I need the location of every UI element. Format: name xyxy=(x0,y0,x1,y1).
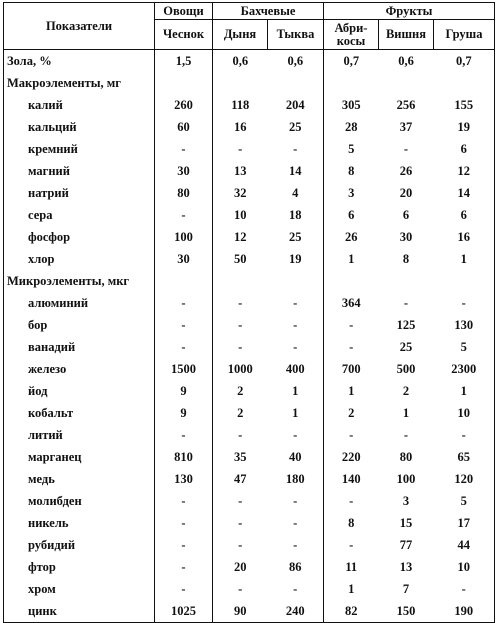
value-cell: 18 xyxy=(268,204,324,226)
value-cell: 15 xyxy=(399,515,413,530)
value-cell: - xyxy=(155,138,213,160)
table-row xyxy=(4,358,495,380)
value-cell: - xyxy=(155,424,213,446)
indicator-name: цинк xyxy=(4,600,155,623)
indicator-name: железо xyxy=(4,358,155,380)
value-cell: - xyxy=(238,581,243,596)
value-cell xyxy=(213,72,268,94)
value-cell: - xyxy=(155,556,213,578)
value-cell: - xyxy=(403,295,409,310)
value-cell: - xyxy=(349,339,354,354)
value-cell: 16 xyxy=(234,119,247,134)
table-row xyxy=(4,424,495,446)
value-cell: 810 xyxy=(155,446,213,468)
value-cell: 10 xyxy=(434,402,495,424)
value-cell: 5 xyxy=(348,141,355,156)
value-cell: 10 xyxy=(434,556,495,578)
table-row xyxy=(4,226,495,248)
value-cell: 9 xyxy=(155,380,213,402)
value-cell: 2 xyxy=(237,383,244,398)
table-row xyxy=(4,336,495,358)
value-cell: 7 xyxy=(402,581,410,596)
value-cell: - xyxy=(155,292,213,314)
value-cell: 9 xyxy=(155,402,213,424)
indicator-name: медь xyxy=(4,468,155,490)
value-cell xyxy=(268,72,324,94)
value-cell: 1 xyxy=(434,380,495,402)
section-header-row xyxy=(4,270,495,292)
value-cell: 1 xyxy=(268,380,324,402)
apricot-column-header xyxy=(324,20,379,50)
value-cell: 6 xyxy=(434,204,495,226)
value-cell: 155 xyxy=(434,94,495,116)
value-cell: 1 xyxy=(348,251,355,266)
value-cell: 80 xyxy=(399,449,413,464)
value-cell: 14 xyxy=(268,160,324,182)
value-cell: 26 xyxy=(399,163,413,178)
value-cell: 16 xyxy=(434,226,495,248)
value-cell: - xyxy=(403,427,409,442)
table-row xyxy=(4,446,495,468)
value-cell: - xyxy=(434,292,495,314)
indicator-name: рубидий xyxy=(4,534,155,556)
value-cell: 1 xyxy=(268,402,324,424)
value-cell: 13 xyxy=(399,559,413,574)
melon-column-header: Дыня xyxy=(213,20,268,50)
table-row xyxy=(4,600,495,623)
value-cell: 25 xyxy=(399,339,413,354)
indicators-header: Показатели xyxy=(4,3,155,50)
value-cell: 150 xyxy=(379,600,434,623)
value-cell: 25 xyxy=(268,226,324,248)
value-cell: 2300 xyxy=(434,358,495,380)
apricot-header-line1: Абри- xyxy=(334,20,368,35)
value-cell: 180 xyxy=(268,468,324,490)
table-row xyxy=(4,248,495,270)
value-cell: - xyxy=(238,537,243,552)
value-cell: 256 xyxy=(396,97,416,112)
value-cell: 50 xyxy=(234,251,247,266)
value-cell: - xyxy=(349,317,354,332)
table-row xyxy=(4,380,495,402)
value-cell: 12 xyxy=(434,160,495,182)
value-cell: 20 xyxy=(234,559,247,574)
melons-group-header: Бахчевые xyxy=(213,3,324,20)
value-cell: 14 xyxy=(434,182,495,204)
section-label: Микроэлементы, мкг xyxy=(4,270,155,292)
indicator-name: натрий xyxy=(4,182,155,204)
value-cell: 28 xyxy=(345,119,358,134)
value-cell: 86 xyxy=(268,556,324,578)
value-cell: - xyxy=(238,339,243,354)
table-row xyxy=(4,556,495,578)
value-cell: 1000 xyxy=(227,361,253,376)
value-cell: 3 xyxy=(402,493,410,508)
value-cell: - xyxy=(268,512,324,534)
value-cell: - xyxy=(155,534,213,556)
value-cell: 35 xyxy=(234,449,247,464)
value-cell xyxy=(155,270,213,292)
value-cell: 118 xyxy=(231,97,250,112)
apricot-header-line2: косы xyxy=(336,33,366,48)
value-cell: 1 xyxy=(402,405,410,420)
value-cell: 2 xyxy=(237,405,244,420)
value-cell: - xyxy=(155,336,213,358)
value-cell: 364 xyxy=(341,295,361,310)
value-cell: 0,6 xyxy=(379,50,434,73)
indicator-name: бор xyxy=(4,314,155,336)
value-cell: 260 xyxy=(155,94,213,116)
table-row xyxy=(4,534,495,556)
table-row xyxy=(4,50,495,73)
value-cell: - xyxy=(238,317,243,332)
indicator-name: фтор xyxy=(4,556,155,578)
value-cell: 0,6 xyxy=(213,50,268,73)
value-cell: 8 xyxy=(402,251,410,266)
value-cell: - xyxy=(238,141,243,156)
value-cell: - xyxy=(155,314,213,336)
value-cell: 130 xyxy=(155,468,213,490)
value-cell: - xyxy=(349,427,354,442)
indicator-name: Зола, % xyxy=(4,50,155,73)
indicator-name: сера xyxy=(4,204,155,226)
indicator-name: калий xyxy=(4,94,155,116)
value-cell: 1 xyxy=(348,581,355,596)
value-cell: 40 xyxy=(268,446,324,468)
value-cell: - xyxy=(268,534,324,556)
value-cell: 37 xyxy=(399,119,413,134)
value-cell: 80 xyxy=(155,182,213,204)
table-row xyxy=(4,512,495,534)
value-cell: 90 xyxy=(213,600,268,623)
table-row xyxy=(4,490,495,512)
section-label: Макроэлементы, мг xyxy=(4,72,155,94)
value-cell: - xyxy=(349,493,354,508)
value-cell: - xyxy=(238,493,243,508)
value-cell: 26 xyxy=(345,229,358,244)
value-cell: - xyxy=(268,138,324,160)
value-cell: 700 xyxy=(341,361,361,376)
value-cell: 204 xyxy=(268,94,324,116)
value-cell: 17 xyxy=(434,512,495,534)
value-cell: 400 xyxy=(268,358,324,380)
value-cell: 30 xyxy=(155,160,213,182)
indicator-name: литий xyxy=(4,424,155,446)
value-cell: 0,7 xyxy=(324,50,379,73)
value-cell: 2 xyxy=(402,383,410,398)
value-cell: 6 xyxy=(402,207,410,222)
value-cell: - xyxy=(268,292,324,314)
value-cell: - xyxy=(349,537,354,552)
value-cell: 65 xyxy=(434,446,495,468)
garlic-column-header: Чеснок xyxy=(155,20,213,50)
value-cell: 47 xyxy=(234,471,247,486)
value-cell: 19 xyxy=(268,248,324,270)
table-row xyxy=(4,314,495,336)
value-cell: 6 xyxy=(434,138,495,160)
value-cell: - xyxy=(155,204,213,226)
value-cell: - xyxy=(434,424,495,446)
value-cell: - xyxy=(155,490,213,512)
cherry-column-header: Вишня xyxy=(379,20,434,50)
table-row xyxy=(4,468,495,490)
table-row xyxy=(4,292,495,314)
value-cell: 4 xyxy=(268,182,324,204)
value-cell: 1 xyxy=(434,248,495,270)
value-cell xyxy=(434,72,495,94)
value-cell: 82 xyxy=(324,600,379,623)
value-cell: - xyxy=(268,424,324,446)
value-cell: 5 xyxy=(434,490,495,512)
indicator-name: магний xyxy=(4,160,155,182)
value-cell: - xyxy=(238,427,243,442)
value-cell: 120 xyxy=(434,468,495,490)
value-cell: - xyxy=(238,295,243,310)
value-cell: 44 xyxy=(434,534,495,556)
table-row xyxy=(4,204,495,226)
value-cell: 32 xyxy=(234,185,247,200)
value-cell: 5 xyxy=(434,336,495,358)
value-cell: - xyxy=(155,578,213,600)
value-cell: 30 xyxy=(399,229,413,244)
indicator-name: ванадий xyxy=(4,336,155,358)
value-cell: - xyxy=(434,578,495,600)
table-row xyxy=(4,116,495,138)
section-header-row xyxy=(4,72,495,94)
table-header xyxy=(4,3,495,50)
value-cell xyxy=(213,270,268,292)
value-cell: - xyxy=(403,141,409,156)
indicator-name: кобальт xyxy=(4,402,155,424)
value-cell: 10 xyxy=(234,207,247,222)
value-cell: 0,6 xyxy=(268,50,324,73)
value-cell: 1025 xyxy=(155,600,213,623)
value-cell: 1 xyxy=(348,383,355,398)
pumpkin-column-header: Тыква xyxy=(268,20,324,50)
value-cell: - xyxy=(155,512,213,534)
value-cell xyxy=(324,270,379,292)
indicator-name: йод xyxy=(4,380,155,402)
value-cell: 19 xyxy=(434,116,495,138)
value-cell xyxy=(434,270,495,292)
value-cell xyxy=(155,72,213,94)
value-cell: 1500 xyxy=(155,358,213,380)
indicator-name: алюминий xyxy=(4,292,155,314)
table-row xyxy=(4,138,495,160)
vegetables-group-header: Овощи xyxy=(155,3,213,20)
value-cell: 220 xyxy=(341,449,361,464)
value-cell: 130 xyxy=(434,314,495,336)
value-cell xyxy=(379,72,434,94)
value-cell: 2 xyxy=(348,405,355,420)
value-cell: - xyxy=(268,578,324,600)
value-cell xyxy=(324,72,379,94)
indicator-name: молибден xyxy=(4,490,155,512)
value-cell: - xyxy=(268,490,324,512)
value-cell: 140 xyxy=(341,471,361,486)
value-cell: 500 xyxy=(396,361,416,376)
indicator-name: фосфор xyxy=(4,226,155,248)
table-row xyxy=(4,160,495,182)
value-cell: 100 xyxy=(396,471,416,486)
value-cell: 8 xyxy=(348,515,355,530)
value-cell: 25 xyxy=(268,116,324,138)
value-cell: 305 xyxy=(341,97,361,112)
value-cell: 190 xyxy=(434,600,495,623)
indicator-name: кремний xyxy=(4,138,155,160)
value-cell: 11 xyxy=(345,559,358,574)
table-row xyxy=(4,182,495,204)
value-cell: 100 xyxy=(155,226,213,248)
value-cell: 77 xyxy=(399,537,413,552)
table-row xyxy=(4,578,495,600)
value-cell: 240 xyxy=(268,600,324,623)
value-cell: 0,7 xyxy=(434,50,495,73)
value-cell: 6 xyxy=(348,207,355,222)
value-cell: 20 xyxy=(399,185,413,200)
value-cell: - xyxy=(268,336,324,358)
value-cell xyxy=(268,270,324,292)
table-row xyxy=(4,402,495,424)
value-cell: 3 xyxy=(348,185,355,200)
value-cell: - xyxy=(268,314,324,336)
value-cell: 12 xyxy=(234,229,247,244)
nutrient-table xyxy=(3,2,495,623)
fruits-group-header: Фрукты xyxy=(324,3,495,20)
value-cell: 60 xyxy=(155,116,213,138)
indicator-name: никель xyxy=(4,512,155,534)
value-cell: 30 xyxy=(155,248,213,270)
indicator-name: марганец xyxy=(4,446,155,468)
pear-column-header: Груша xyxy=(434,20,495,50)
value-cell: - xyxy=(238,515,243,530)
value-cell xyxy=(379,270,434,292)
value-cell: 125 xyxy=(396,317,416,332)
indicator-name: кальций xyxy=(4,116,155,138)
table-body xyxy=(4,50,495,623)
value-cell: 13 xyxy=(234,163,247,178)
indicator-name: хлор xyxy=(4,248,155,270)
indicator-name: хром xyxy=(4,578,155,600)
value-cell: 8 xyxy=(348,163,355,178)
table-row xyxy=(4,94,495,116)
value-cell: 1,5 xyxy=(155,50,213,73)
